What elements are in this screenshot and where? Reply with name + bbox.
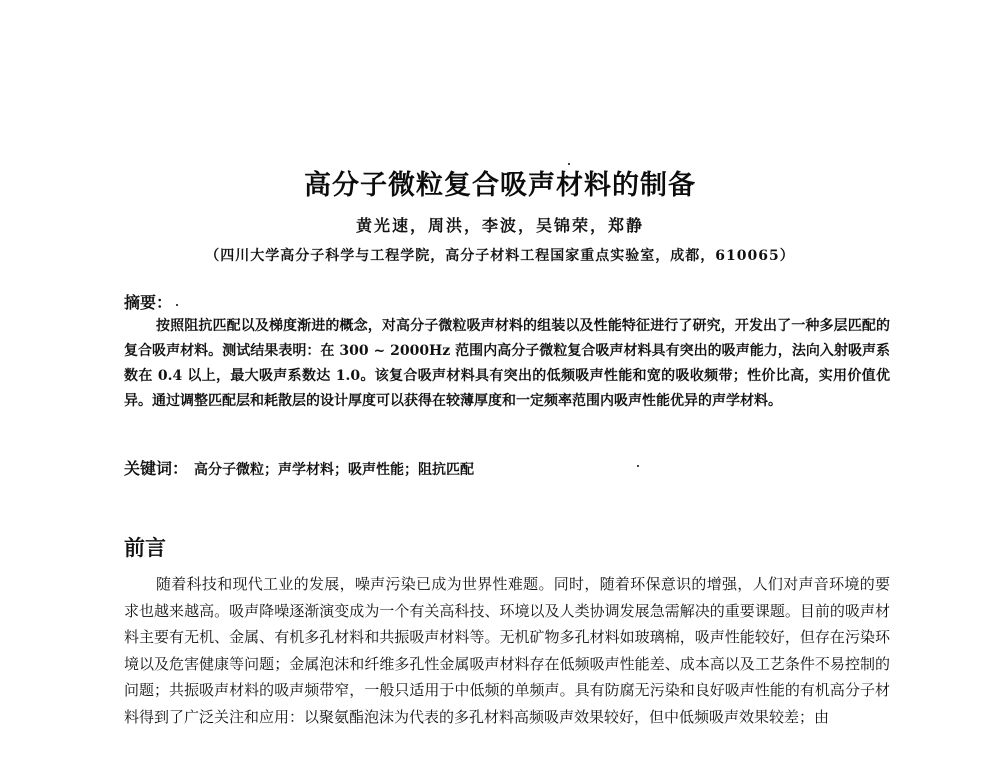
paper-title: 高分子微粒复合吸声材料的制备 <box>304 170 696 201</box>
scan-speck <box>176 304 178 306</box>
introduction-text: 随着科技和现代工业的发展，噪声污染已成为世界性难题。同时，随着环保意识的增强，人们对声音环境的要求也越来越高。吸声降噪逐渐演变成为一个有关高科技、环境以及人类协调发展急需解决的重要课题。目前的吸声材料主要有无机、金属、有机多孔材料和共振吸声材料等。无机矿物多孔材料如玻璃棉，吸声性能较好，但存在污染环境以及危害健康等问题；金属泡沫和纤维多孔性金属吸声材料存在低频吸声性能差、成本高以及工艺条件不易控制的问题；共振吸声材料的吸声频带窄，一般只适用于中低频的单频声。具有防腐无污染和良好吸声性能的有机高分子材料得到了广泛关注和应用：以聚氨酯泡沫为代表的多孔材料高频吸声效果较好，但中低频吸声效果较差；由 <box>124 575 890 726</box>
section-heading-introduction: 前言 <box>124 536 166 560</box>
author-list: 黄光速，周洪，李波，吴锦荣，郑静 <box>355 216 644 235</box>
keywords-label: 关键词： <box>124 459 189 478</box>
keywords-list: 高分子微粒；声学材料；吸声性能；阻抗匹配 <box>194 462 475 478</box>
abstract-label: 摘要： <box>124 293 173 312</box>
scan-speck <box>568 163 570 165</box>
author-affiliation: （四川大学高分子科学与工程学院，高分子材料工程国家重点实验室，成都，610065） <box>205 248 795 264</box>
scan-speck <box>637 465 639 467</box>
abstract-text: 按照阻抗匹配以及梯度渐进的概念，对高分子微粒吸声材料的组装以及性能特征进行了研究，开发出了一种多层匹配的复合吸声材料。测试结果表明：在 300 ~ 2000Hz 范围内高分子微粒复合吸声材料具有突出的吸声能力，法向入射吸声系数在 0.4 以上，最大吸声系数达 1.0。该复合吸声材料具有突出的低频吸声性能和宽的吸收频带；性价比高，实用价值优异。通过调整匹配层和耗散层的设计厚度可以获得在较薄厚度和一定频率范围内吸声性能优异的声学材料。 <box>124 318 890 409</box>
keywords-line <box>124 456 474 479</box>
